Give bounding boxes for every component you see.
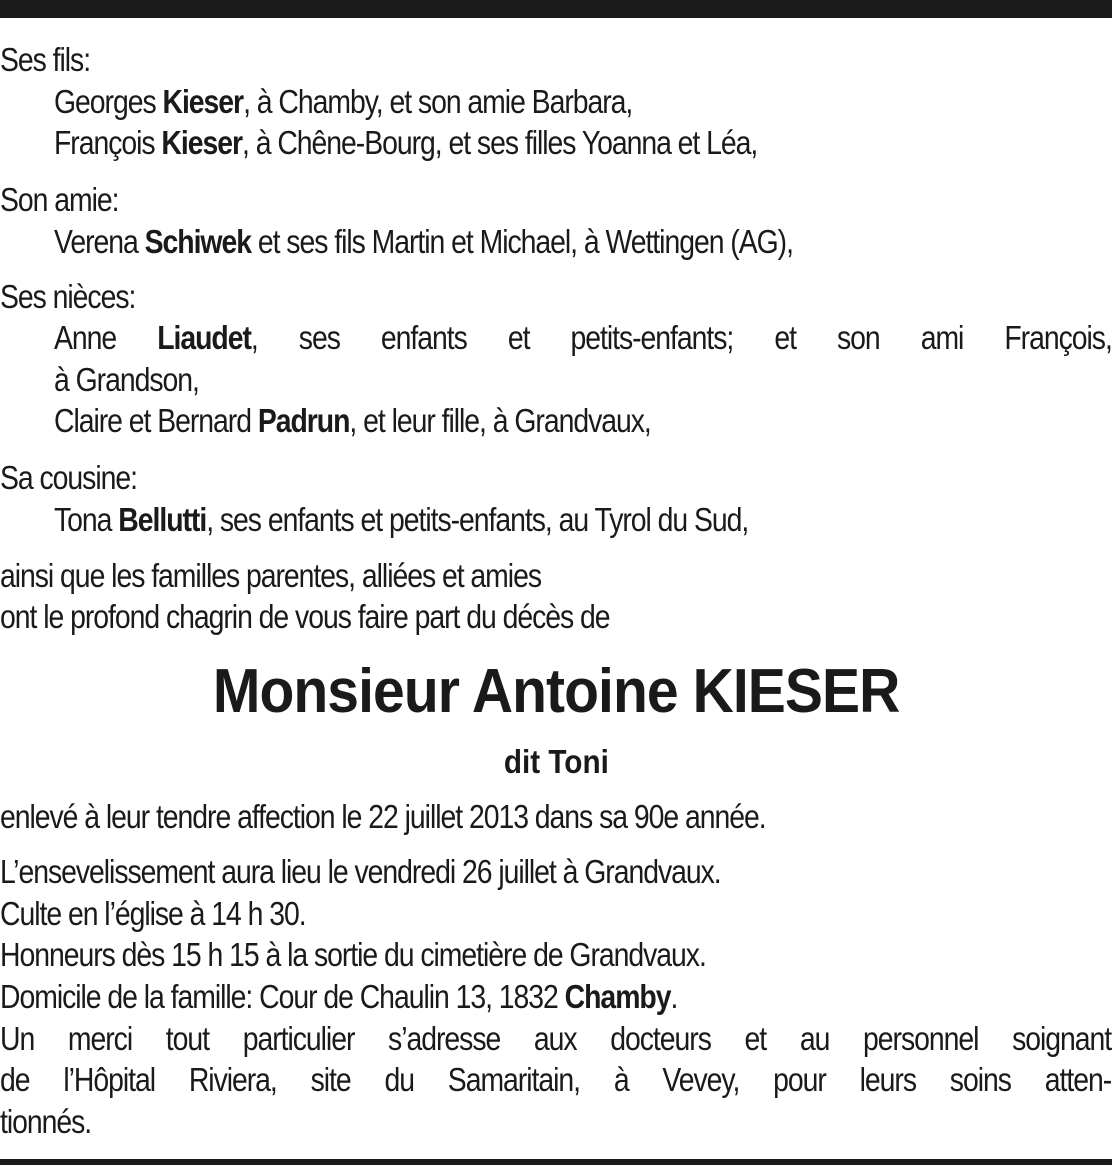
family-name: Schiwek [144, 223, 251, 260]
entry-verena [54, 222, 793, 262]
entry-text: , ses enfants et petits-enfants; et son ami François, [250, 319, 1112, 356]
entry-text: , et leur fille, à Grandvaux, [349, 402, 651, 439]
bottom-rule [0, 1159, 1112, 1165]
domicile-text: . [670, 978, 678, 1015]
domicile-text: Domicile de la famille: Cour de Chaulin 13, 1832 [0, 978, 565, 1015]
entry-anne [54, 318, 1112, 358]
entry-text: Claire et Bernard [54, 402, 258, 439]
family-name: Kieser [162, 83, 244, 120]
entry-text: François [54, 124, 162, 161]
entry-francois [54, 123, 757, 163]
family-name: Bellutti [118, 501, 207, 538]
entry-text: et ses fils Martin et Michael, à Wettingen (AG), [250, 223, 793, 260]
deceased-nickname [0, 742, 1112, 782]
family-name: Kieser [161, 124, 243, 161]
deceased-name [0, 657, 1112, 727]
deceased-nickname-text: dit Toni [503, 743, 609, 780]
entry-text: Anne [54, 319, 158, 356]
entry-text: Georges [54, 83, 163, 120]
intro-line: ainsi que les familles parentes, alliées et amies [0, 557, 541, 594]
entry-text: , à Chamby, et son amie Barbara, [243, 83, 633, 120]
entry-text: , ses enfants et petits-enfants, au Tyrol du Sud, [206, 501, 749, 538]
thanks-line: Un merci tout particulier s’adresse aux docteurs et au personnel soignant [0, 1020, 1112, 1057]
entry-anne-continued: à Grandson, [54, 361, 199, 398]
family-name: Padrun [257, 402, 350, 439]
intro-line: ont le profond chagrin de vous faire part du décès de [0, 598, 610, 635]
section-heading-nieces: Ses nièces: [0, 278, 136, 315]
entry-text: Verena [54, 223, 145, 260]
death-notice: enlevé à leur tendre affection le 22 juillet 2013 dans sa 90e année. [0, 798, 766, 835]
detail-line-honours: Honneurs dès 15 h 15 à la sortie du cimetière de Grandvaux. [0, 936, 706, 973]
detail-line-service: Culte en l’église à 14 h 30. [0, 895, 306, 932]
family-name: Liaudet [157, 319, 251, 356]
section-heading-friend: Son amie: [0, 181, 119, 218]
entry-claire-bernard [54, 401, 651, 441]
domicile-place: Chamby [564, 978, 671, 1015]
detail-line-domicile [0, 977, 677, 1017]
entry-tona [54, 500, 748, 540]
entry-text: , à Chêne-Bourg, et ses filles Yoanna et Léa, [242, 124, 758, 161]
entry-text: Tona [54, 501, 119, 538]
section-heading-sons: Ses fils: [0, 41, 91, 78]
deceased-name-text: Monsieur Antoine KIESER [212, 657, 900, 726]
detail-line-burial: L’ensevelissement aura lieu le vendredi 26 juillet à Grandvaux. [0, 853, 721, 890]
top-rule [0, 0, 1112, 18]
thanks-line: de l’Hôpital Riviera, site du Samaritain, à Vevey, pour leurs soins atten- [0, 1061, 1112, 1098]
thanks-line: tionnés. [0, 1103, 92, 1140]
entry-georges [54, 82, 632, 122]
section-heading-cousin: Sa cousine: [0, 459, 137, 496]
